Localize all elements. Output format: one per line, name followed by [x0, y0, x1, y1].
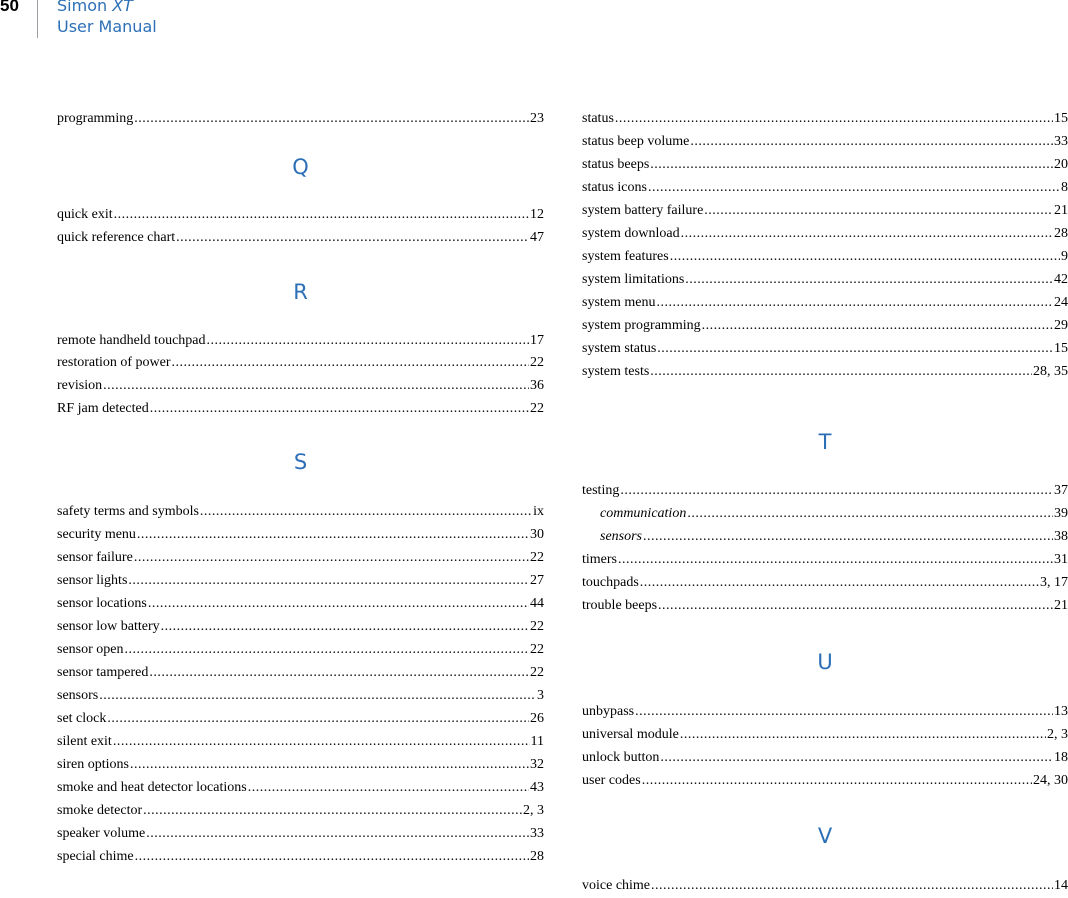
page-reference: 29: [1054, 318, 1068, 333]
dot-leader: [103, 376, 529, 396]
section-letter-heading: T: [818, 430, 832, 454]
page-reference: 12: [530, 207, 544, 222]
index-entry: [57, 686, 544, 706]
page-reference: 22: [530, 665, 544, 680]
dot-leader: [657, 339, 1053, 359]
index-subentry: [600, 527, 1068, 547]
dot-leader: [685, 270, 1053, 290]
index-term: testing: [582, 483, 620, 498]
index-term: special chime: [57, 849, 134, 864]
dot-leader: [650, 362, 1032, 382]
index-term: programming: [57, 111, 134, 126]
dot-leader: [130, 755, 529, 775]
index-entry: [582, 178, 1068, 198]
index-entry: [582, 109, 1068, 129]
dot-leader: [615, 109, 1053, 129]
index-term: system features: [582, 249, 669, 264]
index-entry: [582, 573, 1068, 593]
index-entry: [57, 778, 544, 798]
dot-leader: [137, 525, 529, 545]
dot-leader: [670, 247, 1060, 267]
index-term: user codes: [582, 773, 641, 788]
dot-leader: [650, 155, 1053, 175]
page-number: 50: [0, 0, 19, 15]
index-entry: [582, 224, 1068, 244]
page-reference: 21: [1054, 203, 1068, 218]
product-name: Simon: [57, 0, 108, 15]
index-entry: [582, 316, 1068, 336]
dot-leader: [176, 228, 529, 248]
index-term: timers: [582, 552, 617, 567]
page-reference: 15: [1054, 341, 1068, 356]
index-entry: [582, 481, 1068, 501]
page-reference: 22: [530, 550, 544, 565]
dot-leader: [207, 331, 529, 351]
index-entry: [57, 525, 544, 545]
dot-leader: [134, 548, 529, 568]
page-reference: 42: [1054, 272, 1068, 287]
page-reference: 33: [1054, 134, 1068, 149]
dot-leader: [640, 573, 1039, 593]
index-term: communication: [600, 506, 687, 521]
index-term: quick exit: [57, 207, 113, 222]
index-term: smoke detector: [57, 803, 143, 818]
section-letter-heading: R: [293, 280, 308, 304]
page-reference: 22: [530, 355, 544, 370]
index-entry: [582, 876, 1068, 896]
section-letter-heading: U: [817, 650, 833, 674]
index-entry: [57, 205, 544, 225]
index-entry: [57, 594, 544, 614]
index-term: unbypass: [582, 704, 635, 719]
index-term: smoke and heat detector locations: [57, 780, 247, 795]
page-reference: 11: [530, 734, 544, 749]
index-term: remote handheld touchpad: [57, 333, 206, 348]
dot-leader: [149, 663, 529, 683]
page-reference: 22: [530, 619, 544, 634]
dot-leader: [658, 596, 1053, 616]
index-entry: [57, 801, 544, 821]
section-letter-heading: Q: [292, 155, 309, 179]
index-term: system limitations: [582, 272, 685, 287]
index-entry: [57, 109, 544, 129]
page-reference: 17: [530, 333, 544, 348]
product-title: [57, 0, 133, 15]
index-term: sensor open: [57, 642, 124, 657]
page-reference: 8: [1061, 180, 1068, 195]
page-reference: 23: [530, 111, 544, 126]
page-reference: 33: [530, 826, 544, 841]
dot-leader: [172, 353, 529, 373]
index-term: system menu: [582, 295, 656, 310]
index-entry: [57, 617, 544, 637]
index-entry: [57, 399, 544, 419]
page-reference: 44: [530, 596, 544, 611]
index-term: speaker volume: [57, 826, 146, 841]
index-entry: [582, 748, 1068, 768]
index-term: touchpads: [582, 575, 639, 590]
index-entry: [582, 596, 1068, 616]
page-reference: 26: [530, 711, 544, 726]
page-reference: 22: [530, 401, 544, 416]
index-entry: [582, 702, 1068, 722]
page-reference: 3: [537, 688, 544, 703]
index-term: quick reference chart: [57, 230, 176, 245]
index-term: system programming: [582, 318, 701, 333]
index-entry: [57, 824, 544, 844]
dot-leader: [704, 201, 1053, 221]
dot-leader: [648, 178, 1060, 198]
index-term: system tests: [582, 364, 650, 379]
index-entry: [582, 270, 1068, 290]
index-term: sensor failure: [57, 550, 133, 565]
page-reference: 24: [1054, 295, 1068, 310]
page-reference: 38: [1054, 529, 1068, 544]
dot-leader: [113, 732, 530, 752]
page-reference: 9: [1061, 249, 1068, 264]
page-reference: 18: [1054, 750, 1068, 765]
index-term: system status: [582, 341, 657, 356]
dot-leader: [657, 293, 1054, 313]
index-entry: [57, 847, 544, 867]
index-entry: [57, 228, 544, 248]
index-term: voice chime: [582, 878, 651, 893]
index-entry: [582, 247, 1068, 267]
index-entry: [57, 709, 544, 729]
index-term: siren options: [57, 757, 129, 772]
page-reference: 2, 3: [523, 803, 544, 818]
dot-leader: [687, 504, 1053, 524]
index-term: status icons: [582, 180, 647, 195]
dot-leader: [618, 550, 1053, 570]
page-reference: 31: [1054, 552, 1068, 567]
dot-leader: [148, 594, 529, 614]
index-term: set clock: [57, 711, 107, 726]
dot-leader: [642, 771, 1032, 791]
index-entry: [582, 339, 1068, 359]
dot-leader: [146, 824, 529, 844]
page-reference: 20: [1054, 157, 1068, 172]
index-subentry: [600, 504, 1068, 524]
dot-leader: [635, 702, 1053, 722]
index-entry: [57, 502, 544, 522]
dot-leader: [114, 205, 529, 225]
index-entry: [582, 550, 1068, 570]
page-reference: 37: [1054, 483, 1068, 498]
index-term: sensor locations: [57, 596, 147, 611]
index-entry: [57, 663, 544, 683]
index-term: trouble beeps: [582, 598, 658, 613]
dot-leader: [107, 709, 529, 729]
index-term: status beep volume: [582, 134, 690, 149]
dot-leader: [248, 778, 529, 798]
index-term: universal module: [582, 727, 679, 742]
index-term: system download: [582, 226, 680, 241]
dot-leader: [150, 399, 529, 419]
dot-leader: [620, 481, 1053, 501]
page-reference: 13: [1054, 704, 1068, 719]
index-entry: [582, 132, 1068, 152]
page-reference: 21: [1054, 598, 1068, 613]
page-reference: 2, 3: [1047, 727, 1068, 742]
index-term: revision: [57, 378, 103, 393]
dot-leader: [99, 686, 536, 706]
dot-leader: [660, 748, 1053, 768]
index-term: restoration of power: [57, 355, 171, 370]
page-reference: 47: [530, 230, 544, 245]
page-reference: 22: [530, 642, 544, 657]
index-entry: [582, 725, 1068, 745]
header-divider: [37, 0, 38, 38]
dot-leader: [128, 571, 529, 591]
index-term: safety terms and symbols: [57, 504, 199, 519]
dot-leader: [680, 725, 1046, 745]
dot-leader: [143, 801, 522, 821]
page-reference: 15: [1054, 111, 1068, 126]
index-term: sensor lights: [57, 573, 128, 588]
page-reference: 24, 30: [1033, 773, 1068, 788]
dot-leader: [643, 527, 1053, 547]
index-term: status beeps: [582, 157, 650, 172]
page-reference: 28, 35: [1033, 364, 1068, 379]
dot-leader: [135, 847, 529, 867]
product-model: XT: [112, 0, 133, 15]
index-term: unlock button: [582, 750, 660, 765]
dot-leader: [161, 617, 529, 637]
index-term: security menu: [57, 527, 136, 542]
index-entry: [582, 155, 1068, 175]
page-reference: 43: [530, 780, 544, 795]
index-term: silent exit: [57, 734, 112, 749]
section-letter-heading: S: [293, 450, 308, 474]
index-entry: [57, 331, 544, 351]
dot-leader: [702, 316, 1053, 336]
index-term: sensor low battery: [57, 619, 160, 634]
dot-leader: [681, 224, 1053, 244]
index-entry: [582, 201, 1068, 221]
index-term: sensors: [57, 688, 99, 703]
dot-leader: [651, 876, 1053, 896]
page-reference: 30: [530, 527, 544, 542]
index-term: RF jam detected: [57, 401, 149, 416]
dot-leader: [200, 502, 532, 522]
index-entry: [57, 571, 544, 591]
index-entry: [57, 732, 544, 752]
page-reference: 28: [530, 849, 544, 864]
index-entry: [57, 640, 544, 660]
dot-leader: [125, 640, 530, 660]
index-entry: [57, 548, 544, 568]
index-entry: [57, 376, 544, 396]
index-term: status: [582, 111, 614, 126]
page-reference: 28: [1054, 226, 1068, 241]
index-entry: [582, 362, 1068, 382]
page-reference: ix: [533, 504, 544, 519]
page-reference: 36: [530, 378, 544, 393]
page-reference: 39: [1054, 506, 1068, 521]
index-entry: [582, 293, 1068, 313]
page-reference: 32: [530, 757, 544, 772]
index-term: sensors: [600, 529, 643, 544]
index-term: system battery failure: [582, 203, 704, 218]
page-reference: 3, 17: [1040, 575, 1068, 590]
dot-leader: [134, 109, 529, 129]
page-reference: 14: [1054, 878, 1068, 893]
index-entry: [582, 771, 1068, 791]
page-reference: 27: [530, 573, 544, 588]
dot-leader: [690, 132, 1053, 152]
index-entry: [57, 755, 544, 775]
index-term: sensor tampered: [57, 665, 149, 680]
manual-subtitle: User Manual: [57, 17, 157, 36]
index-entry: [57, 353, 544, 373]
section-letter-heading: V: [817, 824, 833, 848]
